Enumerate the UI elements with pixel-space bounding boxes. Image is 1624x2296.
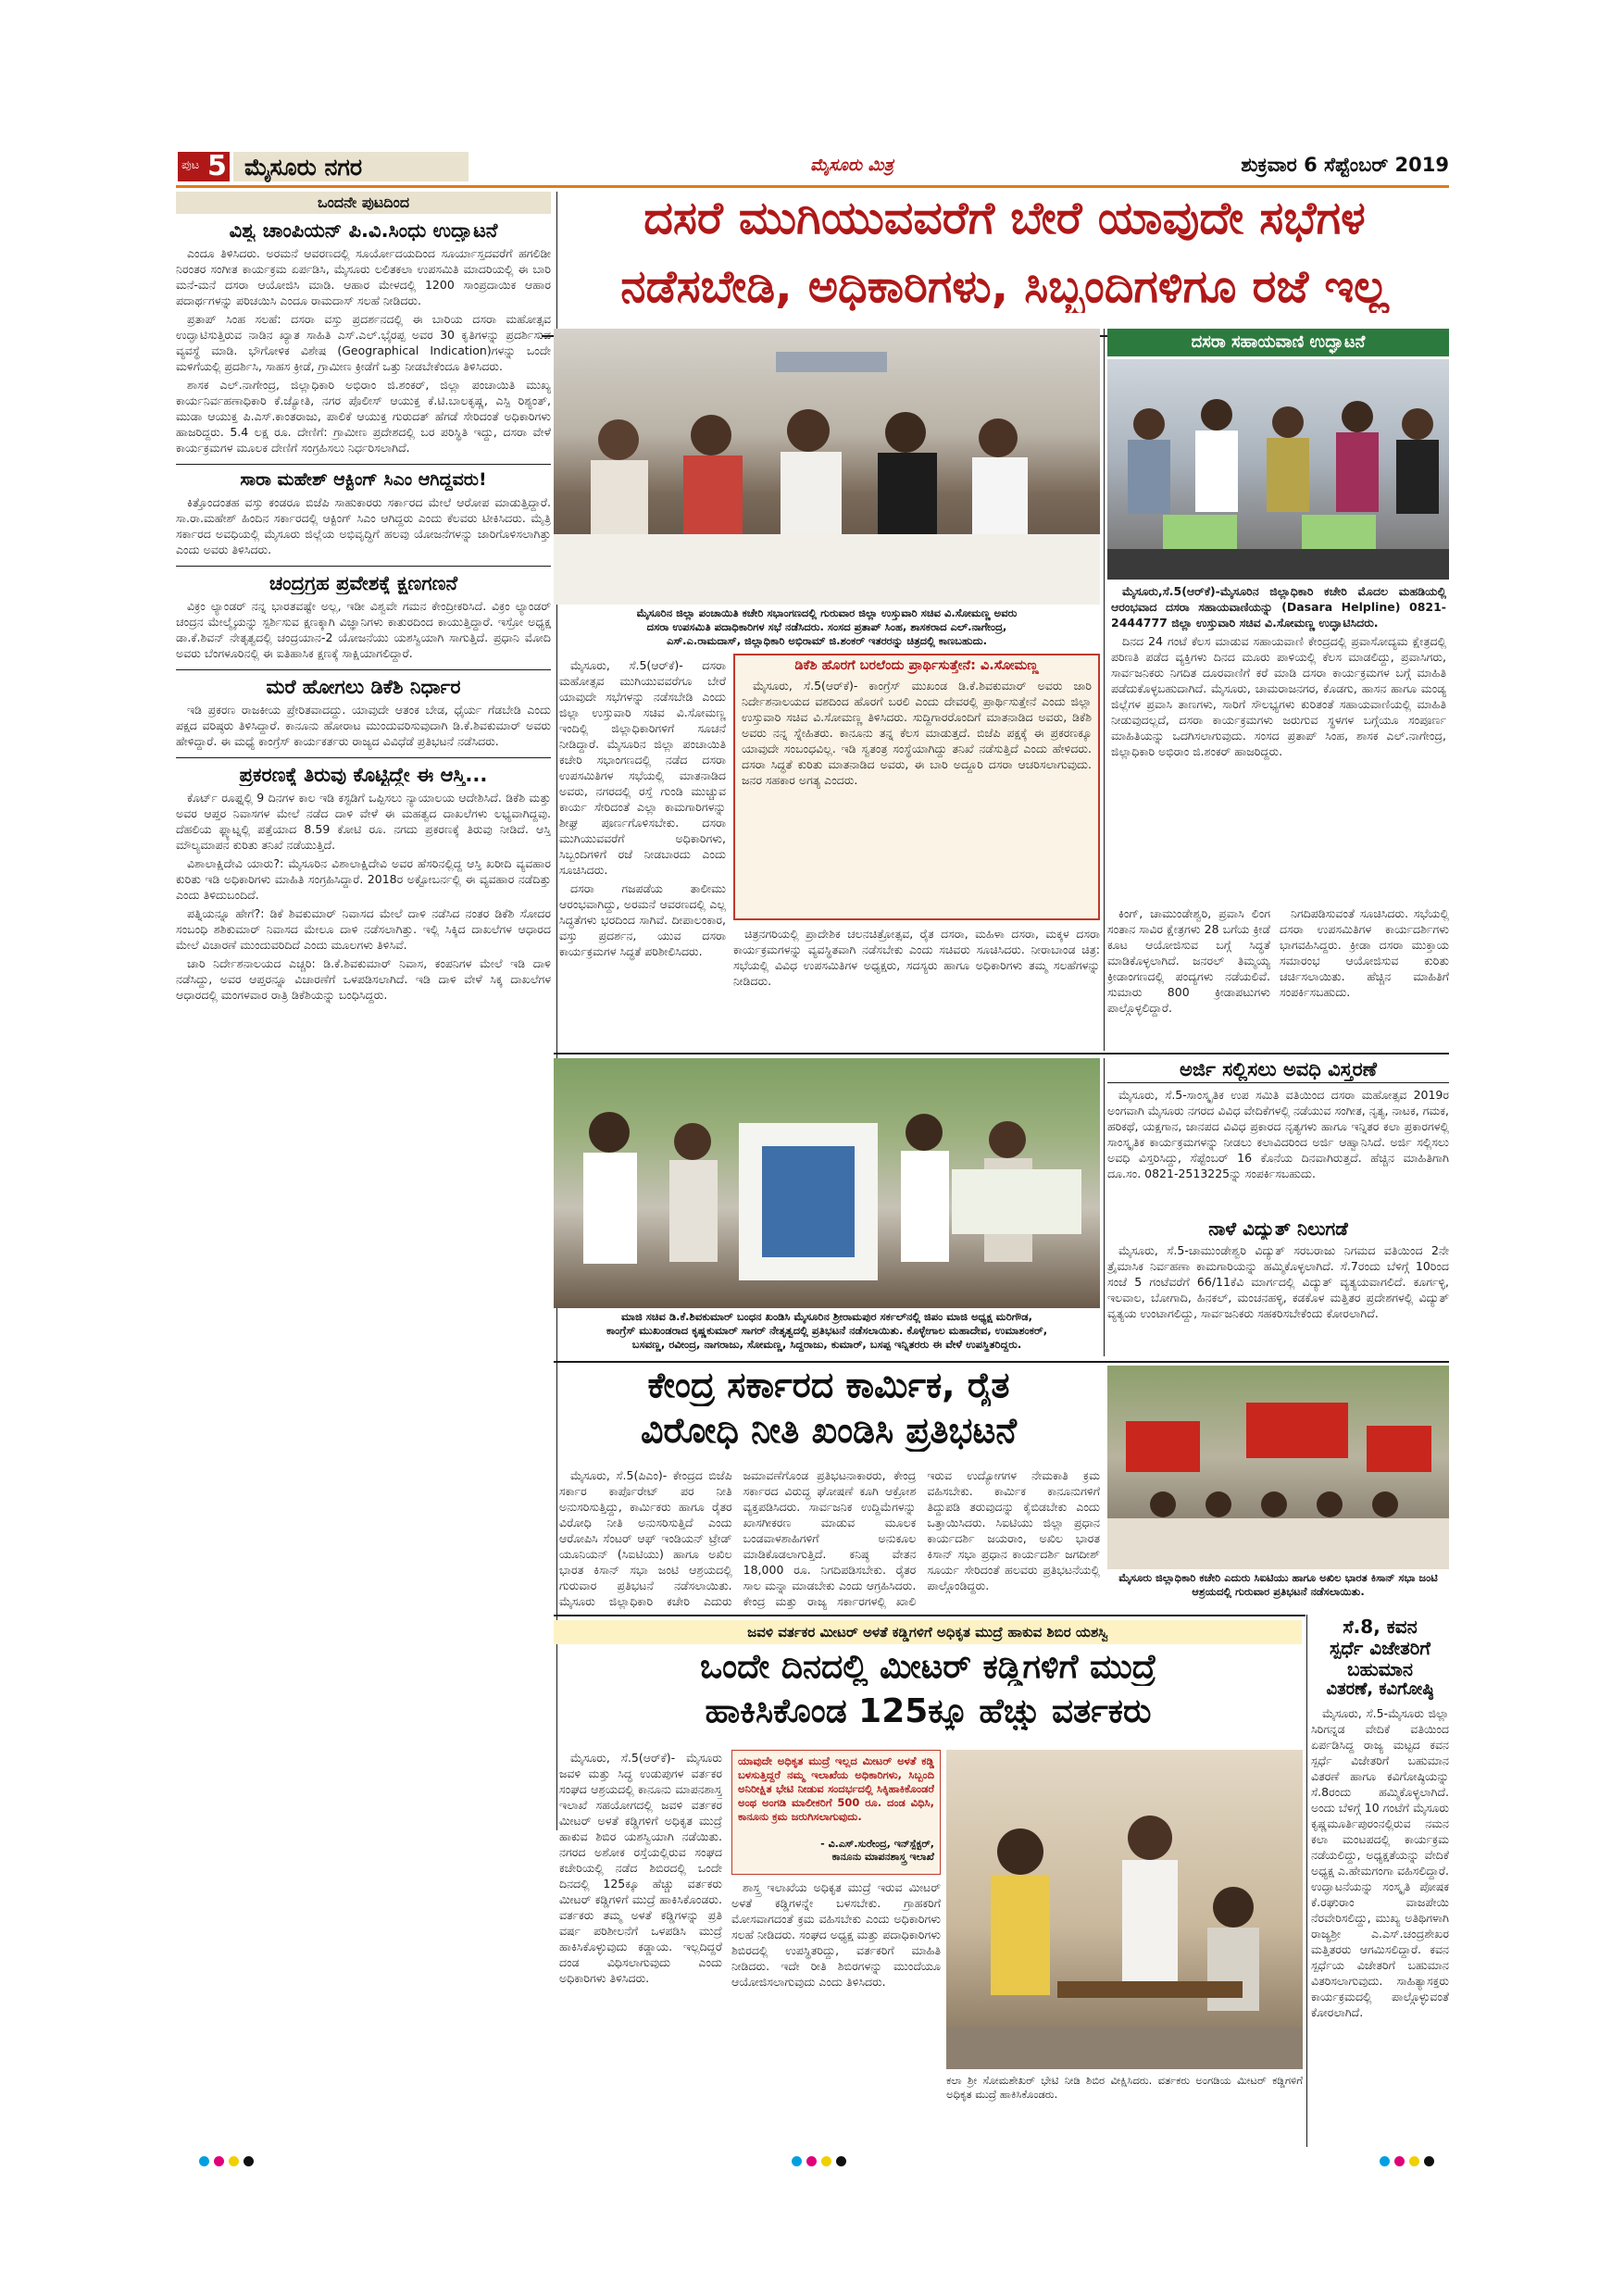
meeting-photo-caption-line-1: ಮೈಸೂರಿನ ಜಿಲ್ಲಾ ಪಂಚಾಯಿತಿ ಕಚೇರಿ ಸಭಾಂಗಣದಲ್ಲಿ ಗುರುವಾರ ಜಿಲ್ಲಾ ಉಸ್ತುವಾರಿ ಸಚಿವ ವಿ.ಸೋಮಣ್ಣ ಅವರು bbox=[636, 606, 1018, 619]
story-sara-mahesh-para: ಕಿತ್ತೊಂದಂತಹ ವಸ್ತು ಕಂಡರೂ ಬಿಜೆಪಿ ಸಾಹುಕಾರರು ಸರ್ಕಾರದ ಮೇಲೆ ಆರೋಪ ಮಾಡುತ್ತಿದ್ದಾರೆ. ಸಾ.ರಾ.ಮಹೇಶ್ ಹಿಂದಿನ ಸರ್ಕಾರದಲ್ಲಿ ಆಕ್ಟಿಂಗ್ ಸಿಎಂ ಆಗಿದ್ದರು ಎಂದು ಕೆಲವರು ಟೀಕಿಸಿದರು. ಮೈತ್ರಿ ಸರ್ಕಾರದ ಅವಧಿಯಲ್ಲಿ ಮೈಸೂರು ಜಿಲ್ಲೆಯ ಅಭಿವೃದ್ಧಿಗೆ ಹಲವು ಯೋಜನೆಗಳನ್ನು ಜಾರಿಗೊಳಿಸಲಾಗಿತ್ತು ಎಂದು ಅವರು ತಿಳಿಸಿದರು. bbox=[176, 494, 551, 556]
traders-quote-attribution: - ವಿ.ಎಸ್.ಸುರೇಂದ್ರ, ಇನ್‌ಸ್ಪೆಕ್ಟರ್, bbox=[820, 1838, 934, 1850]
registration-dot bbox=[1409, 2156, 1419, 2166]
helpline-title-bar bbox=[1107, 329, 1449, 356]
divider bbox=[176, 669, 551, 670]
left-column bbox=[176, 192, 551, 1821]
helpline-para-2: ಕಿಂಗ್, ಚಾಮುಂಡೇಶ್ವರಿ, ಪ್ರವಾಸಿ ಲಿಂಗ ಸಂತಾನ ಸಾವಿರ ಕ್ಷೇತ್ರಗಳು 28 ಬಗೆಯ ಕ್ರೀಡೆ ಕೂಟ ಆಯೋಜಿಸುವ ಬಗ್ಗೆ ಸಿದ್ಧತೆ ಮಾಡಿಕೊಳ್ಳಲಾಗಿದೆ. ಜನರಲ್ ತಿಮ್ಮಯ್ಯ ಕ್ರೀಡಾಂಗಣದಲ್ಲಿ ಪಂದ್ಯಗಳು ನಡೆಯಲಿವೆ. ಸುಮಾರು 800 ಕ್ರೀಡಾಪಟುಗಳು ಪಾಲ್ಗೊಳ್ಳಲಿದ್ದಾರೆ. bbox=[1107, 906, 1270, 1015]
helpline-photo bbox=[1107, 359, 1449, 580]
divider bbox=[176, 757, 551, 758]
labour-protest-caption: ಮೈಸೂರು ಜಿಲ್ಲಾಧಿಕಾರಿ ಕಚೇರಿ ಎದುರು ಸಿಐಟಿಯು ಹಾಗೂ ಅಖಿಲ ಭಾರತ ಕಿಸಾನ್ ಸಭಾ ಜಂಟಿ ಆಶ್ರಯದಲ್ಲಿ ಗುರುವಾರ ಪ್ರತಿಭಟನೆ ನಡೆಸಲಾಯಿತು. bbox=[1118, 1571, 1438, 1598]
continued-banner bbox=[176, 192, 551, 214]
page-tag bbox=[178, 152, 230, 181]
poetry-title-line-2: ಸ್ಪರ್ಧೆ ವಿಜೇತರಿಗೆ bbox=[1330, 1638, 1430, 1659]
labour-headline-line-2: ವಿರೋಧಿ ನೀತಿ ಖಂಡಿಸಿ ಪ್ರತಿಭಟನೆ bbox=[641, 1411, 1017, 1451]
protest-photo-figures bbox=[554, 1058, 1100, 1308]
meeting-photo-caption-line-2: ದಸರಾ ಉಪಸಮಿತಿ ಪದಾಧಿಕಾರಿಗಳ ಸಭೆ ನಡೆಸಿದರು. ಸಂಸದ ಪ್ರತಾಪ್ ಸಿಂಹ, ಶಾಸಕರಾದ ಎಲ್.ನಾಗೇಂದ್ರ, bbox=[646, 620, 1007, 633]
registration-dot bbox=[836, 2156, 846, 2166]
traders-para-2: ಶಾಸ್ತ್ರ ಇಲಾಖೆಯ ಅಧಿಕೃತ ಮುದ್ರೆ ಇರುವ ಮೀಟರ್ ಅಳತೆ ಕಡ್ಡಿಗಳನ್ನೇ ಬಳಸಬೇಕು. ಗ್ರಾಹಕರಿಗೆ ಮೋಸವಾಗದಂತೆ ಕ್ರಮ ವಹಿಸಬೇಕು ಎಂದು ಅಧಿಕಾರಿಗಳು ಸಲಹೆ ನೀಡಿದರು. ಸಂಘದ ಅಧ್ಯಕ್ಷ ಮತ್ತು ಪದಾಧಿಕಾರಿಗಳು ಶಿಬಿರದಲ್ಲಿ ಉಪಸ್ಥಿತರಿದ್ದು, ವರ್ತಕರಿಗೆ ಮಾಹಿತಿ ನೀಡಿದರು. ಇದೇ ರೀತಿ ಶಿಬಿರಗಳನ್ನು ಮುಂದೆಯೂ ಆಯೋಜಿಸಲಾಗುವುದು ಎಂದು ತಿಳಿಸಿದರು. bbox=[731, 1880, 941, 1989]
section-divider bbox=[554, 1361, 1449, 1363]
story-sindhu-title: ವಿಶ್ವ ಚಾಂಪಿಯನ್ ಪಿ.ವಿ.ಸಿಂಧು ಉದ್ಘಾಟನೆ bbox=[229, 219, 498, 242]
poetry-title-line-1: ಸೆ.8, ಕವನ bbox=[1343, 1616, 1418, 1638]
masthead bbox=[176, 148, 1449, 183]
registration-dot bbox=[1380, 2156, 1390, 2166]
story-property-para-3: ಪತ್ನಿಯನ್ನೂ ಹೇಗೆ?: ಡಿಕೆ ಶಿವಕುಮಾರ್ ನಿವಾಸದ ಮೇಲೆ ದಾಳಿ ನಡೆಸಿದ ನಂತರ ಡಿಕೆಶಿ ಸೋದರ ಸಂಬಂಧಿ ಶಶಿಕುಮಾರ್ ನಿವಾಸದ ಮೇಲೂ ದಾಳಿ ನಡೆಸಲಾಗಿತ್ತು. ಇಲ್ಲಿ ಸಿಕ್ಕಿದ ದಾಖಲೆಗಳ ಆಧಾರದ ಮೇಲೆ ವಿಚಾರಣೆ ಮುಂದುವರಿದಿದೆ ಎಂದು ಮೂಲಗಳು ತಿಳಿಸಿವೆ. bbox=[176, 906, 551, 953]
protest-photo-caption-line-2: ಕಾಂಗ್ರೆಸ್ ಮುಖಂಡರಾದ ಕೃಷ್ಣಕುಮಾರ್ ಸಾಗರ್ ನೇತೃತ್ವದಲ್ಲಿ ಪ್ರತಿಭಟನೆ ನಡೆಸಲಾಯಿತು. ಕೊಳ್ಳೇಗಾಲ ಮಹಾದೇವ, ಉಮಾಶಂಕರ್, bbox=[606, 1324, 1048, 1337]
protest-photo-caption-line-1: ಮಾಜಿ ಸಚಿವ ಡಿ.ಕೆ.ಶಿವಕುಮಾರ್ ಬಂಧನ ಖಂಡಿಸಿ ಮೈಸೂರಿನ ಶ್ರೀರಾಮಪುರ ಸರ್ಕಲ್‌ನಲ್ಲಿ ಜಿಪಂ ಮಾಜಿ ಅಧ್ಯಕ್ಷ ಮರಿಗೌಡ, bbox=[620, 1310, 1033, 1323]
helpline-title: ದಸರಾ ಸಹಾಯವಾಣಿ ಉದ್ಘಾಟನೆ bbox=[1191, 332, 1366, 352]
registration-marks-center bbox=[792, 2152, 851, 2170]
lead-story-para-2: ದಸರಾ ಗಜಪಡೆಯ ತಾಲೀಮು ಆರಂಭವಾಗಿದ್ದು, ಅರಮನೆ ಆವರಣದಲ್ಲಿ ಎಲ್ಲ ಸಿದ್ಧತೆಗಳು ಭರದಿಂದ ಸಾಗಿವೆ. ದೀಪಾಲಂಕಾರ, ವಸ್ತು ಪ್ರದರ್ಶನ, ಯುವ ದಸರಾ ಕಾರ್ಯಕ್ರಮಗಳ ಸಿದ್ಧತೆ ಪರಿಶೀಲಿಸಿದರು. bbox=[559, 881, 726, 958]
meeting-photo-figures bbox=[554, 329, 1100, 605]
continued-banner-label: ಒಂದನೇ ಪುಟದಿಂದ bbox=[317, 193, 410, 211]
helpline-caption: ಮೈಸೂರು,ಸೆ.5(ಆರ್‌ಕೆ)-ಮೈಸೂರಿನ ಜಿಲ್ಲಾಧಿಕಾರಿ ಕಚೇರಿ ಮೊದಲ ಮಹಡಿಯಲ್ಲಿ ಆರಂಭವಾದ ದಸರಾ ಸಹಾಯವಾಣಿಯನ್ನು (Dasara Helpline) 0821-2444777 ಜಿಲ್ಲಾ ಉಸ್ತುವಾರಿ ಸಚಿವ ವಿ.ಸೋಮಣ್ಣ ಉದ್ಘಾಟಿಸಿದರು. bbox=[1111, 584, 1446, 630]
protest-photo-caption bbox=[554, 1310, 1100, 1352]
story-property-title: ಪ್ರಕರಣಕ್ಕೆ ತಿರುವು ಕೊಟ್ಟಿದ್ದೇ ಈ ಆಸ್ತಿ... bbox=[239, 764, 488, 787]
registration-marks-right bbox=[1380, 2152, 1439, 2170]
divider bbox=[176, 566, 551, 567]
meeting-photo bbox=[554, 329, 1100, 605]
labour-story-body bbox=[559, 1467, 1100, 1611]
section-divider bbox=[554, 1053, 1449, 1054]
story-dkshi-para: ಇಡಿ ಪ್ರಕರಣ ರಾಜಕೀಯ ಪ್ರೇರಿತವಾದದ್ದು. ಯಾವುದೇ ಆತಂಕ ಬೇಡ, ಧೈರ್ಯ ಗೆಡಬೇಡಿ ಎಂದು ಪಕ್ಷದ ವರಿಷ್ಠರು ತಿಳಿಸಿದ್ದಾರೆ. ಕಾನೂನು ಹೋರಾಟ ಮುಂದುವರಿಸುವುದಾಗಿ ಡಿ.ಕೆ.ಶಿವಕುಮಾರ್ ಅವರು ಹೇಳಿದ್ದಾರೆ. ಈ ಮಧ್ಯೆ ಕಾಂಗ್ರೆಸ್ ಕಾರ್ಯಕರ್ತರು ರಾಜ್ಯದ ವಿವಿಧೆಡೆ ಪ್ರತಿಭಟನೆ ನಡೆಸಿದರು. bbox=[176, 703, 551, 749]
registration-dot bbox=[229, 2156, 239, 2166]
story-sara-mahesh-title: ಸಾರಾ ಮಹೇಶ್ ಆಕ್ಟಿಂಗ್ ಸಿಎಂ ಆಗಿದ್ದವರು! bbox=[240, 470, 487, 491]
paper-name: ಮೈಸೂರು ಮಿತ್ರ bbox=[810, 156, 893, 175]
labour-headline-line-1: ಕೇಂದ್ರ ಸರ್ಕಾರದ ಕಾರ್ಮಿಕ, ರೈತ bbox=[647, 1366, 1010, 1405]
story-sara-mahesh-body bbox=[176, 494, 551, 560]
registration-dot bbox=[792, 2156, 802, 2166]
traders-para-1: ಮೈಸೂರು, ಸೆ.5(ಆರ್‌ಕೆ)- ಮೈಸೂರು ಜವಳಿ ಮತ್ತು ಸಿದ್ಧ ಉಡುಪುಗಳ ವರ್ತಕರ ಸಂಘದ ಆಶ್ರಯದಲ್ಲಿ ಕಾನೂನು ಮಾಪನಶಾಸ್ತ್ರ ಇಲಾಖೆ ಸಹಯೋಗದಲ್ಲಿ ಜವಳಿ ವರ್ತಕರ ಮೀಟರ್ ಅಳತೆ ಕಡ್ಡಿಗಳಿಗೆ ಅಧಿಕೃತ ಮುದ್ರೆ ಹಾಕುವ ಶಿಬಿರ ಯಶಸ್ವಿಯಾಗಿ ನಡೆಯಿತು. ನಗರದ ಅಶೋಕ ರಸ್ತೆಯಲ್ಲಿರುವ ಸಂಘದ ಕಚೇರಿಯಲ್ಲಿ ನಡೆದ ಶಿಬಿರದಲ್ಲಿ ಒಂದೇ ದಿನದಲ್ಲಿ 125ಕ್ಕೂ ಹೆಚ್ಚು ವರ್ತಕರು ಮೀಟರ್ ಕಡ್ಡಿಗಳಿಗೆ ಮುದ್ರೆ ಹಾಕಿಸಿಕೊಂಡರು. ವರ್ತಕರು ತಮ್ಮ ಅಳತೆ ಕಡ್ಡಿಗಳನ್ನು ಪ್ರತಿ ವರ್ಷ ಪರಿಶೀಲನೆಗೆ ಒಳಪಡಿಸಿ ಮುದ್ರೆ ಹಾಕಿಸಿಕೊಳ್ಳುವುದು ಕಡ್ಡಾಯ. ಇಲ್ಲದಿದ್ದರೆ ದಂಡ ವಿಧಿಸಲಾಗುವುದು ಎಂದು ಅಧಿಕಾರಿಗಳು ತಿಳಿಸಿದರು. bbox=[559, 1751, 722, 1985]
registration-marks-left bbox=[199, 2152, 258, 2170]
traders-kicker: ಜವಳಿ ವರ್ತಕರ ಮೀಟರ್ ಅಳತೆ ಕಡ್ಡಿಗಳಿಗೆ ಅಧಿಕೃತ ಮುದ್ರೆ ಹಾಕುವ ಶಿಬಿರ ಯಶಸ್ವಿ bbox=[747, 1624, 1108, 1641]
registration-dot bbox=[806, 2156, 817, 2166]
traders-kicker-bar bbox=[554, 1620, 1302, 1644]
poetry-title-line-3: ಬಹುಮಾನ bbox=[1347, 1659, 1413, 1680]
page-tag-label: ಪುಟ bbox=[181, 158, 200, 172]
traders-photo bbox=[946, 1750, 1303, 2069]
traders-headline-line-1: ಒಂದೇ ದಿನದಲ್ಲಿ ಮೀಟರ್ ಕಡ್ಡಿಗಳಿಗೆ ಮುದ್ರೆ bbox=[699, 1648, 1156, 1686]
protest-photo-caption-line-3: ಬಸವಣ್ಣ, ರವೀಂದ್ರ, ನಾಗರಾಜು, ಸೋಮಣ್ಣ, ಸಿದ್ದರಾಜು, ಕುಮಾರ್, ಬಸಪ್ಪ ಇನ್ನಿತರರು ಈ ವೇಳೆ ಉಪಸ್ಥಿತರಿದ್ದರು. bbox=[631, 1338, 1022, 1351]
lead-headline-line-1: ದಸರೆ ಮುಗಿಯುವವರೆಗೆ ಬೇರೆ ಯಾವುದೇ ಸಭೆಗಳ bbox=[643, 193, 1366, 244]
power-cut-body bbox=[1107, 1242, 1449, 1352]
somanna-box-para: ಮೈಸೂರು, ಸೆ.5(ಆರ್‌ಕೆ)- ಕಾಂಗ್ರೆಸ್ ಮುಖಂಡ ಡಿ.ಕೆ.ಶಿವಕುಮಾರ್ ಅವರು ಜಾರಿ ನಿರ್ದೇಶನಾಲಯದ ವಶದಿಂದ ಹೊರಗೆ ಬರಲಿ ಎಂದು ದೇವರಲ್ಲಿ ಪ್ರಾರ್ಥಿಸುತ್ತೇನೆ ಎಂದು ಜಿಲ್ಲಾ ಉಸ್ತುವಾರಿ ಸಚಿವ ವಿ.ಸೋಮಣ್ಣ ತಿಳಿಸಿದರು. ಸುದ್ದಿಗಾರರೊಂದಿಗೆ ಮಾತನಾಡಿದ ಅವರು, ಡಿಕೆಶಿ ಅವರು ನನ್ನ ಸ್ನೇಹಿತರು. ಕಾನೂನು ತನ್ನ ಕೆಲಸ ಮಾಡುತ್ತದೆ. ಬಿಜೆಪಿ ಪಕ್ಷಕ್ಕೆ ಈ ಪ್ರಕರಣಕ್ಕೂ ಯಾವುದೇ ಸಂಬಂಧವಿಲ್ಲ. ಇಡಿ ಸ್ವತಂತ್ರ ಸಂಸ್ಥೆಯಾಗಿದ್ದು ತನಿಖೆ ನಡೆಸುತ್ತಿದೆ ಎಂದು ಹೇಳಿದರು. ದಸರಾ ಸಿದ್ಧತೆ ಕುರಿತು ಮಾತನಾಡಿದ ಅವರು, ಈ ಬಾರಿ ಅದ್ದೂರಿ ದಸರಾ ಆಚರಿಸಲಾಗುವುದು. ಜನರ ಸಹಕಾರ ಅಗತ್ಯ ಎಂದರು. bbox=[742, 678, 1092, 787]
poetry-body bbox=[1311, 1705, 1449, 2103]
helpline-photo-figures bbox=[1107, 359, 1449, 580]
traders-quote: ಯಾವುದೇ ಅಧಿಕೃತ ಮುದ್ರೆ ಇಲ್ಲದ ಮೀಟರ್ ಅಳತೆ ಕಡ್ಡಿ ಬಳಸುತ್ತಿದ್ದರೆ ನಮ್ಮ ಇಲಾಖೆಯ ಅಧಿಕಾರಿಗಳು, ಸಿಬ್ಬಂದಿ ಅನಿರೀಕ್ಷಿತ ಭೇಟಿ ನೀಡುವ ಸಂದರ್ಭದಲ್ಲಿ ಸಿಕ್ಕಿಹಾಕಿಕೊಂಡರೆ ಅಂಥ ಅಂಗಡಿ ಮಾಲೀಕರಿಗೆ 500 ರೂ. ದಂಡ ವಿಧಿಸಿ, ಕಾನೂನು ಕ್ರಮ ಜರುಗಿಸಲಾಗುವುದು. bbox=[738, 1754, 934, 1823]
poetry-box bbox=[1311, 1616, 1449, 2149]
traders-photo-caption: ಕಲಾ ಶ್ರೀ ಸೋಮಶೇಖರ್ ಭೇಟಿ ನೀಡಿ ಶಿಬಿರ ವೀಕ್ಷಿಸಿದರು. ವರ್ತಕರು ಅಂಗಡಿಯ ಮೀಟರ್ ಕಡ್ಡಿಗಳಿಗೆ ಅಧಿಕೃತ ಮುದ್ರೆ ಹಾಕಿಸಿಕೊಂಡರು. bbox=[946, 2074, 1303, 2101]
lead-headline-line-2: ನಡೆಸಬೇಡಿ, ಅಧಿಕಾರಿಗಳು, ಸಿಬ್ಬಂದಿಗಳಿಗೂ ರಜೆ ಇಲ್ಲ bbox=[620, 261, 1389, 313]
meeting-photo-caption bbox=[554, 606, 1100, 648]
registration-dot bbox=[199, 2156, 209, 2166]
registration-dot bbox=[821, 2156, 831, 2166]
somanna-box-body bbox=[735, 674, 1098, 913]
helpline-para-1: ದಿನದ 24 ಗಂಟೆ ಕೆಲಸ ಮಾಡುವ ಸಹಾಯವಾಣಿ ಕೇಂದ್ರದಲ್ಲಿ ಪ್ರವಾಸೋದ್ಯಮ ಕ್ಷೇತ್ರದಲ್ಲಿ ಪರಿಣತಿ ಪಡೆದ ವ್ಯಕ್ತಿಗಳು ದಿನದ ಮೂರು ಪಾಳಿಯಲ್ಲಿ ಕೆಲಸ ಮಾಡಲಿದ್ದು, ಪ್ರವಾಸಿಗರು, ಸಾರ್ವಜನಿಕರು ನಿಗದಿತ ದೂರವಾಣಿಗೆ ಕರೆ ಮಾಡಿ ದಸರಾ ಕಾರ್ಯಕ್ರಮಗಳ ಬಗ್ಗೆ ಮಾಹಿತಿ ಪಡೆದುಕೊಳ್ಳಬಹುದಾಗಿದೆ. ಮೈಸೂರು, ಚಾಮರಾಜನಗರ, ಕೊಡಗು, ಹಾಸನ ಹಾಗೂ ಮಂಡ್ಯ ಜಿಲ್ಲೆಗಳ ಪ್ರವಾಸಿ ತಾಣಗಳು, ಸಾರಿಗೆ ಸೌಲಭ್ಯಗಳು ಕುರಿತಂತೆ ಸಹಾಯವಾಣಿಯಲ್ಲಿ ಮಾಹಿತಿ ನೀಡುವುದಲ್ಲದೆ, ದಸರಾ ಕಾರ್ಯಕ್ರಮಗಳು ಜರುಗುವ ಸ್ಥಳಗಳ ಬಗ್ಗೆಯೂ ಸಂಪೂರ್ಣ ಮಾಹಿತಿಯನ್ನು ಒದಗಿಸಲಾಗುವುದು. ಸಂಸದ ಪ್ರತಾಪ್ ಸಿಂಹ, ಶಾಸಕ ಎಲ್.ನಾಗೇಂದ್ರ, ಜಿಲ್ಲಾಧಿಕಾರಿ ಅಭಿರಾಂ ಜಿ.ಶಂಕರ್ ಹಾಜರಿದ್ದರು. bbox=[1111, 634, 1446, 758]
lead-story-para-1: ಮೈಸೂರು, ಸೆ.5(ಆರ್‌ಕೆ)- ದಸರಾ ಮಹೋತ್ಸವ ಮುಗಿಯುವವರೆಗೂ ಬೇರೆ ಯಾವುದೇ ಸಭೆಗಳನ್ನು ನಡೆಸಬೇಡಿ ಎಂದು ಜಿಲ್ಲಾ ಉಸ್ತುವಾರಿ ಸಚಿವ ವಿ.ಸೋಮಣ್ಣ ಇಂದಿಲ್ಲಿ ಜಿಲ್ಲಾಧಿಕಾರಿಗಳಿಗೆ ಸೂಚನೆ ನೀಡಿದ್ದಾರೆ. ಮೈಸೂರಿನ ಜಿಲ್ಲಾ ಪಂಚಾಯಿತಿ ಕಚೇರಿ ಸಭಾಂಗಣದಲ್ಲಿ ನಡೆದ ದಸರಾ ಉಪಸಮಿತಿಗಳ ಸಭೆಯಲ್ಲಿ ಮಾತನಾಡಿದ ಅವರು, ನಗರದಲ್ಲಿ ರಸ್ತೆ ಗುಂಡಿ ಮುಚ್ಚುವ ಕಾರ್ಯ ಸೇರಿದಂತೆ ಎಲ್ಲಾ ಕಾಮಗಾರಿಗಳನ್ನು ಶೀಘ್ರ ಪೂರ್ಣಗೊಳಿಸಬೇಕು. ದಸರಾ ಮುಗಿಯುವವರೆಗೆ ಅಧಿಕಾರಿಗಳು, ಸಿಬ್ಬಂದಿಗಳಿಗೆ ರಜೆ ನೀಡಬಾರದು ಎಂದು ಸೂಚಿಸಿದರು. bbox=[559, 658, 726, 877]
column-rule bbox=[1104, 1058, 1105, 1356]
power-cut-box bbox=[1107, 1218, 1449, 1357]
traders-quote-attribution-2: ಕಾನೂನು ಮಾಪನಶಾಸ್ತ್ರ ಇಲಾಖೆ bbox=[831, 1851, 934, 1863]
story-dkshi-body bbox=[176, 702, 551, 752]
story-sindhu-para-1: ಎಂದೂ ತಿಳಿಸಿದರು. ಅರಮನೆ ಆವರಣದಲ್ಲಿ ಸೂರ್ಯೋದಯದಿಂದ ಸೂರ್ಯಾಸ್ತದವರೆಗೆ ಹಗಲಿಡೀ ನಿರಂತರ ಸಂಗೀತ ಕಾರ್ಯಕ್ರಮ ಏರ್ಪಡಿಸಿ, ಮೈಸೂರು ಲಲಿತಕಲಾ ಉಪಸಮಿತಿ ಮಾದರಿಯಲ್ಲಿ ಈ ಬಾರಿ ಮನೆ-ಮನೆ ದಸರಾ ಆಯೋಜಿಸಿ ಮಾಡಿ. ಆಹಾರ ಮೇಳದಲ್ಲಿ 1200 ಸಾಂಪ್ರದಾಯಿಕ ಆಹಾರ ಪದಾರ್ಥಗಳನ್ನು ಪರಿಚಯಿಸಿ ಎಂದೂ ರಾಮದಾಸ್ ಸಲಹೆ ನೀಡಿದರು. bbox=[176, 246, 551, 308]
registration-dot bbox=[1394, 2156, 1405, 2166]
poetry-para: ಮೈಸೂರು, ಸೆ.5-ಮೈಸೂರು ಜಿಲ್ಲಾ ಸಿರಿಗನ್ನಡ ವೇದಿಕೆ ವತಿಯಿಂದ ಏರ್ಪಡಿಸಿದ್ದ ರಾಜ್ಯ ಮಟ್ಟದ ಕವನ ಸ್ಪರ್ಧೆ ವಿಜೇತರಿಗೆ ಬಹುಮಾನ ವಿತರಣೆ ಹಾಗೂ ಕವಿಗೋಷ್ಠಿಯನ್ನು ಸೆ.8ರಂದು ಹಮ್ಮಿಕೊಳ್ಳಲಾಗಿದೆ. ಅಂದು ಬೆಳಿಗ್ಗೆ 10 ಗಂಟೆಗೆ ಮೈಸೂರು ಕೃಷ್ಣಮೂರ್ತಿಪುರಂನಲ್ಲಿರುವ ನಮನ ಕಲಾ ಮಂಟಪದಲ್ಲಿ ಕಾರ್ಯಕ್ರಮ ನಡೆಯಲಿದ್ದು, ಅಧ್ಯಕ್ಷತೆಯನ್ನು ವೇದಿಕೆ ಅಧ್ಯಕ್ಷ ಎ.ಹೇಮಗಂಗಾ ವಹಿಸಲಿದ್ದಾರೆ. ಉದ್ಘಾಟನೆಯನ್ನು ಸಂಸ್ಕೃತಿ ಪೋಷಕ ಕೆ.ರಘುರಾಂ ವಾಜಪೇಯಿ ನೆರವೇರಿಸಲಿದ್ದು, ಮುಖ್ಯ ಅತಿಥಿಗಳಾಗಿ ರಾಜ್ಯಶ್ರೀ ಎ.ಎಸ್.ಚಂದ್ರಶೇಖರ ಮತ್ತಿತರರು ಆಗಮಿಸಲಿದ್ದಾರೆ. ಕವನ ಸ್ಪರ್ಧೆಯ ವಿಜೇತರಿಗೆ ಬಹುಮಾನ ವಿತರಿಸಲಾಗುವುದು. ಸಾಹಿತ್ಯಾಸಕ್ತರು ಕಾರ್ಯಕ್ರಮದಲ್ಲಿ ಪಾಲ್ಗೊಳ್ಳುವಂತೆ ಕೋರಲಾಗಿದೆ. bbox=[1311, 1705, 1449, 2019]
column-rule bbox=[1104, 329, 1105, 1051]
protest-photo bbox=[554, 1058, 1100, 1308]
labour-protest-photo-figures bbox=[1107, 1366, 1449, 1569]
story-sindhu-para-3: ಶಾಸಕ ಎಲ್.ನಾಗೇಂದ್ರ, ಜಿಲ್ಲಾಧಿಕಾರಿ ಅಭಿರಾಂ ಜಿ.ಶಂಕರ್, ಜಿಲ್ಲಾ ಪಂಚಾಯಿತಿ ಮುಖ್ಯ ಕಾರ್ಯನಿರ್ವಹಣಾಧಿಕಾರಿ ಕೆ.ಜ್ಯೋತಿ, ನಗರ ಪೊಲೀಸ್ ಆಯುಕ್ತ ಕೆ.ಟಿ.ಬಾಲಕೃಷ್ಣ, ಎಸ್ಪಿ ರಿಶ್ಯಂತ್, ಮುಡಾ ಆಯುಕ್ತ ಪಿ.ಎಸ್.ಕಾಂತರಾಜು, ಪಾಲಿಕೆ ಆಯುಕ್ತ ಗುರುದತ್ ಹೆಗಡೆ ಸೇರಿದಂತೆ ಅಧಿಕಾರಿಗಳು ಹಾಜರಿದ್ದರು. 5.4 ಲಕ್ಷ ರೂ. ದೇಣಿಗೆ: ಗ್ರಾಮೀಣ ಪ್ರದೇಶದಲ್ಲಿ ಬರ ಪರಿಸ್ಥಿತಿ ಇದ್ದು, ದಸರಾ ವೇಳೆ ಕಾರ್ಯಕ್ರಮಗಳ ಮೂಲಕ ದೇಣಿಗೆ ಸಂಗ್ರಹಿಸಲು ನಿರ್ಧರಿಸಲಾಗಿದೆ. bbox=[176, 378, 551, 455]
page-date: ಶುಕ್ರವಾರ 6 ಸೆಪ್ಟೆಂಬರ್ 2019 bbox=[1241, 154, 1449, 176]
section-divider bbox=[554, 1615, 1305, 1616]
story-property-para-2: ವಿಶಾಲಾಕ್ಷಿದೇವಿ ಯಾರು?: ಮೈಸೂರಿನ ವಿಶಾಲಾಕ್ಷಿದೇವಿ ಅವರ ಹೆಸರಿನಲ್ಲಿದ್ದ ಆಸ್ತಿ ಖರೀದಿ ವ್ಯವಹಾರ ಕುರಿತು ಇಡಿ ಅಧಿಕಾರಿಗಳು ಮಾಹಿತಿ ಸಂಗ್ರಹಿಸಿದ್ದಾರೆ. 2018ರ ಅಕ್ಟೋಬರ್ನಲ್ಲಿ ಈ ವ್ಯವಹಾರ ನಡೆದಿತ್ತು ಎಂದು ತಿಳಿದುಬಂದಿದೆ. bbox=[176, 856, 551, 903]
section-label-box bbox=[233, 152, 468, 181]
story-chandrayaan-title: ಚಂದ್ರಗ್ರಹ ಪ್ರವೇಶಕ್ಕೆ ಕ್ಷಣಗಣನೆ bbox=[269, 571, 458, 594]
story-property-para-1: ಕೊರ್ಟ್ ರೂಫ್ನಲ್ಲಿ 9 ದಿನಗಳ ಕಾಲ ಇಡಿ ಕಸ್ಟಡಿಗೆ ಒಪ್ಪಿಸಲು ನ್ಯಾಯಾಲಯ ಆದೇಶಿಸಿದೆ. ಡಿಕೆಶಿ ಮತ್ತು ಅವರ ಆಪ್ತರ ನಿವಾಸಗಳ ಮೇಲೆ ನಡೆದ ದಾಳಿ ವೇಳೆ ಈ ಮಹತ್ವದ ದಾಖಲೆಗಳು ಲಭ್ಯವಾಗಿದ್ದವು. ದೆಹಲಿಯ ಫ್ಲ್ಯಾಟ್ನಲ್ಲಿ ಪತ್ತೆಯಾದ 8.59 ಕೋಟಿ ರೂ. ನಗದು ಪ್ರಕರಣಕ್ಕೆ ತಿರುವು ನೀಡಿದೆ. ಆಸ್ತಿ ಮೌಲ್ಯಮಾಪನ ಕುರಿತು ತನಿಖೆ ನಡೆಯುತ್ತಿದೆ. bbox=[176, 791, 551, 853]
story-sindhu-para-2: ಪ್ರತಾಪ್ ಸಿಂಹ ಸಲಹೆ: ದಸರಾ ವಸ್ತು ಪ್ರದರ್ಶನದಲ್ಲಿ ಈ ಬಾರಿಯ ದಸರಾ ಮಹೋತ್ಸವ ಉದ್ಘಾಟಿಸುತ್ತಿರುವ ನಾಡಿನ ಖ್ಯಾತ ಸಾಹಿತಿ ಎಸ್.ಎಲ್.ಭೈರಪ್ಪ ಅವರ 30 ಕೃತಿಗಳನ್ನು ಪ್ರದರ್ಶಿಸುವ ವ್ಯವಸ್ಥೆ ಮಾಡಿ. ಭೌಗೋಳಿಕ ವಿಶೇಷ (Geographical Indication)ಗಳನ್ನು ಒಂದೇ ಮಳಿಗೆಯಲ್ಲಿ ಪ್ರದರ್ಶಿಸಿ, ಸಾಹಸ ಕ್ರೀಡೆ, ಗ್ರಾಮೀಣ ಕ್ರೀಡೆಗೆ ಒತ್ತು ನೀಡಬೇಕೆಂದೂ ತಿಳಿಸಿದರು. bbox=[176, 312, 551, 374]
lead-story-body-col-1 bbox=[559, 657, 726, 1046]
traders-photo-figures bbox=[946, 1750, 1303, 2069]
somanna-box-title: ಡಿಕೆಶಿ ಹೊರಗೆ ಬರಲೆಂದು ಪ್ರಾರ್ಥಿಸುತ್ತೇನೆ: ವಿ.ಸೋಮಣ್ಣ bbox=[794, 658, 1039, 673]
application-deadline-title: ಅರ್ಜಿ ಸಲ್ಲಿಸಲು ಅವಧಿ ವಿಸ್ತರಣೆ bbox=[1107, 1058, 1449, 1083]
helpline-body-lower-right bbox=[1280, 905, 1449, 1049]
divider bbox=[176, 464, 551, 465]
power-cut-para: ಮೈಸೂರು, ಸೆ.5-ಚಾಮುಂಡೇಶ್ವರಿ ವಿದ್ಯುತ್ ಸರಬರಾಜು ನಿಗಮದ ವತಿಯಿಂದ 2ನೇ ತ್ರೈಮಾಸಿಕ ನಿರ್ವಹಣಾ ಕಾಮಗಾರಿಯನ್ನು ಹಮ್ಮಿಕೊಳ್ಳಲಾಗಿದೆ. ಸೆ.7ರಂದು ಬೆಳಿಗ್ಗೆ 10ರಿಂದ ಸಂಜೆ 5 ಗಂಟೆವರೆಗೆ 66/11ಕೆವಿ ಮಾರ್ಗದಲ್ಲಿ ವಿದ್ಯುತ್ ವ್ಯತ್ಯಯವಾಗಲಿದೆ. ಕೂರ್ಗಳ್ಳಿ, ಇಲವಾಲ, ಬೋಗಾದಿ, ಹಿನಕಲ್, ಮಂಚನಹಳ್ಳಿ, ಕಡಕೊಳ ಮತ್ತಿತರ ಪ್ರದೇಶಗಳಲ್ಲಿ ವಿದ್ಯುತ್ ವ್ಯತ್ಯಯ ಉಂಟಾಗಲಿದ್ದು, ಸಾರ್ವಜನಿಕರು ಸಹಕರಿಸಬೇಕೆಂದು ಕೋರಲಾಗಿದೆ. bbox=[1107, 1243, 1449, 1320]
story-sindhu-body bbox=[176, 245, 551, 458]
helpline-body-lower-left bbox=[1107, 905, 1270, 1049]
story-property-para-4: ಚಾರಿ ನಿರ್ದೇಶನಾಲಯದ ಎಚ್ಚರಿ: ಡಿ.ಕೆ.ಶಿವಕುಮಾರ್ ನಿವಾಸ, ಕಂಪನಿಗಳ ಮೇಲೆ ಇಡಿ ದಾಳಿ ನಡೆಸಿದ್ದು, ಅವರ ಆಪ್ತರನ್ನೂ ವಿಚಾರಣೆಗೆ ಒಳಪಡಿಸಲಾಗಿದೆ. ಇಡಿ ದಾಳಿ ವೇಳೆ ಸಿಕ್ಕ ದಾಖಲೆಗಳ ಆಧಾರದಲ್ಲಿ ಮಂಗಳವಾರ ರಾತ್ರಿ ಡಿಕೆಶಿಯನ್ನು ಬಂಧಿಸಿದ್ದರು. bbox=[176, 956, 551, 1003]
registration-dot bbox=[214, 2156, 224, 2166]
labour-protest-photo bbox=[1107, 1366, 1449, 1569]
application-deadline-body bbox=[1107, 1087, 1449, 1207]
story-dkshi-title: ಮರೆ ಹೋಗಲು ಡಿಕೆಶಿ ನಿರ್ಧಾರ bbox=[266, 676, 461, 699]
story-chandrayaan-body bbox=[176, 598, 551, 664]
power-cut-title: ನಾಳೆ ವಿದ್ಯುತ್ ನಿಲುಗಡೆ bbox=[1208, 1218, 1348, 1240]
story-chandrayaan-para: ವಿಕ್ರಂ ಲ್ಯಾಂಡರ್ ನನ್ನ ಭಾರತವಷ್ಟೇ ಅಲ್ಲ, ಇಡೀ ವಿಶ್ವವೇ ಗಮನ ಕೇಂದ್ರೀಕರಿಸಿದೆ. ವಿಕ್ರಂ ಲ್ಯಾಂಡರ್ ಚಂದ್ರನ ಮೇಲ್ಮೈಯನ್ನು ಸ್ಪರ್ಶಿಸುವ ಕ್ಷಣಕ್ಕಾಗಿ ವಿಜ್ಞಾನಿಗಳು ಕಾತುರದಿಂದ ಕಾಯುತ್ತಿದ್ದಾರೆ. ಇಸ್ರೋ ಅಧ್ಯಕ್ಷ ಡಾ.ಕೆ.ಶಿವನ್ ನೇತೃತ್ವದಲ್ಲಿ ಚಂದ್ರಯಾನ-2 ಯೋಜನೆಯು ಯಶಸ್ವಿಯಾಗಿ ಸಾಗುತ್ತಿದೆ. ಪ್ರಧಾನಿ ಮೋದಿ ಅವರು ಬೆಂಗಳೂರಿನಲ್ಲಿ ಈ ಐತಿಹಾಸಿಕ ಕ್ಷಣಕ್ಕೆ ಸಾಕ್ಷಿಯಾಗಲಿದ್ದಾರೆ. bbox=[176, 599, 551, 661]
masthead-rule bbox=[176, 185, 1449, 188]
story-property-body bbox=[176, 790, 551, 1005]
meeting-photo-caption-line-3: ಎಸ್.ಎ.ರಾಮದಾಸ್, ಜಿಲ್ಲಾಧಿಕಾರಿ ಅಭಿರಾಮ್ ಜಿ.ಶಂಕರ್ ಇತರರನ್ನು ಚಿತ್ರದಲ್ಲಿ ಕಾಣಬಹುದು. bbox=[666, 634, 988, 647]
helpline-para-3: ನಿಗದಿಪಡಿಸುವಂತೆ ಸೂಚಿಸಿದರು. ಸಭೆಯಲ್ಲಿ ದಸರಾ ಉಪಸಮಿತಿಗಳ ಕಾರ್ಯದರ್ಶಿಗಳು ಭಾಗವಹಿಸಿದ್ದರು. ಕ್ರೀಡಾ ದಸರಾ ಮುಕ್ತಾಯ ಸಮಾರಂಭ ಆಯೋಜಿಸುವ ಕುರಿತು ಚರ್ಚಿಸಲಾಯಿತು. ಹೆಚ್ಚಿನ ಮಾಹಿತಿಗೆ ಸಂಪರ್ಕಿಸಬಹುದು. bbox=[1280, 906, 1449, 999]
lead-story-para-3: ಚಿತ್ರನಗರಿಯಲ್ಲಿ ಪ್ರಾದೇಶಿಕ ಚಲನಚಿತ್ರೋತ್ಸವ, ರೈತ ದಸರಾ, ಮಹಿಳಾ ದಸರಾ, ಮಕ್ಕಳ ದಸರಾ ಕಾರ್ಯಕ್ರಮಗಳನ್ನು ವ್ಯವಸ್ಥಿತವಾಗಿ ನಡೆಸಬೇಕು ಎಂದು ಸಚಿವರು ಸೂಚಿಸಿದರು. ನೀರಾಬಾಂಡ ಚಿತ್ರ: ಸಭೆಯಲ್ಲಿ ವಿವಿಧ ಉಪಸಮಿತಿಗಳ ಅಧ್ಯಕ್ಷರು, ಸದಸ್ಯರು ಹಾಗೂ ಅಧಿಕಾರಿಗಳು ತಮ್ಮ ಸಲಹೆಗಳನ್ನು ನೀಡಿದರು. bbox=[733, 927, 1100, 988]
page-number: 5 bbox=[207, 150, 227, 182]
registration-dot bbox=[1424, 2156, 1434, 2166]
poetry-title-line-4: ವಿತರಣೆ, ಕವಿಗೋಷ್ಠಿ bbox=[1326, 1680, 1434, 1699]
application-deadline-para: ಮೈಸೂರು, ಸೆ.5-ಸಾಂಸ್ಕೃತಿಕ ಉಪ ಸಮಿತಿ ವತಿಯಿಂದ ದಸರಾ ಮಹೋತ್ಸವ 2019ರ ಅಂಗವಾಗಿ ಮೈಸೂರು ನಗರದ ವಿವಿಧ ವೇದಿಕೆಗಳಲ್ಲಿ ನಡೆಯುವ ಸಂಗೀತ, ನೃತ್ಯ, ನಾಟಕ, ಗಮಕ, ಹರಿಕಥೆ, ಯಕ್ಷಗಾನ, ಜಾನಪದ ವಿವಿಧ ಪ್ರಕಾರದ ನೃತ್ಯಗಳು ಹಾಗೂ ಇನ್ನಿತರ ಕಲಾ ಪ್ರಕಾರಗಳಲ್ಲಿ ಸಾಂಸ್ಕೃತಿಕ ಕಾರ್ಯಕ್ರಮಗಳನ್ನು ನೀಡಲು ಕಲಾವಿದರಿಂದ ಅರ್ಜಿ ಆಹ್ವಾನಿಸಿದೆ. ಅರ್ಜಿ ಸಲ್ಲಿಸಲು ಅವಧಿ ವಿಸ್ತರಿಸಿದ್ದು, ಸೆಪ್ಟೆಂಬರ್ 16 ಕೊನೆಯ ದಿನವಾಗಿರುತ್ತದೆ. ಹೆಚ್ಚಿನ ಮಾಹಿತಿಗಾಗಿ ದೂ.ಸಂ. 0821-2513225ನ್ನು ಸಂಪರ್ಕಿಸಬಹುದು. bbox=[1107, 1088, 1449, 1181]
application-deadline-box bbox=[1107, 1058, 1449, 1216]
traders-headline-line-2: ಹಾಕಿಸಿಕೊಂಡ 125ಕ್ಕೂ ಹೆಚ್ಚು ವರ್ತಕರು bbox=[705, 1692, 1152, 1730]
traders-body-col-2 bbox=[731, 1879, 941, 2143]
registration-dot bbox=[244, 2156, 254, 2166]
labour-story-para: ಮೈಸೂರು, ಸೆ.5(ಪಿಎಂ)- ಕೇಂದ್ರದ ಬಿಜೆಪಿ ಸರ್ಕಾರ ಕಾರ್ಪೊರೇಟ್ ಪರ ನೀತಿ ಅನುಸರಿಸುತ್ತಿದ್ದು, ಕಾರ್ಮಿಕರು ಹಾಗೂ ರೈತರ ವಿರೋಧಿ ನೀತಿ ಅನುಸರಿಸುತ್ತಿದೆ ಎಂದು ಆರೋಪಿಸಿ ಸೆಂಟರ್ ಆಫ್ ಇಂಡಿಯನ್ ಟ್ರೇಡ್ ಯೂನಿಯನ್ (ಸಿಐಟಿಯು) ಹಾಗೂ ಅಖಿಲ ಭಾರತ ಕಿಸಾನ್ ಸಭಾ ಜಂಟಿ ಆಶ್ರಯದಲ್ಲಿ ಗುರುವಾರ ಪ್ರತಿಭಟನೆ ನಡೆಸಲಾಯಿತು. ಮೈಸೂರು ಜಿಲ್ಲಾಧಿಕಾರಿ ಕಚೇರಿ ಎದುರು ಜಮಾವಣೆಗೊಂಡ ಪ್ರತಿಭಟನಾಕಾರರು, ಕೇಂದ್ರ ಸರ್ಕಾರದ ವಿರುದ್ಧ ಘೋಷಣೆ ಕೂಗಿ ಆಕ್ರೋಶ ವ್ಯಕ್ತಪಡಿಸಿದರು. ಸಾರ್ವಜನಿಕ ಉದ್ದಿಮೆಗಳನ್ನು ಖಾಸಗೀಕರಣ ಮಾಡುವ ಮೂಲಕ ಬಂಡವಾಳಶಾಹಿಗಳಿಗೆ ಅನುಕೂಲ ಮಾಡಿಕೊಡಲಾಗುತ್ತಿದೆ. ಕನಿಷ್ಠ ವೇತನ 18,000 ರೂ. ನಿಗದಿಪಡಿಸಬೇಕು. ರೈತರ ಸಾಲ ಮನ್ನಾ ಮಾಡಬೇಕು ಎಂದು ಆಗ್ರಹಿಸಿದರು. ಕೇಂದ್ರ ಮತ್ತು ರಾಜ್ಯ ಸರ್ಕಾರಗಳಲ್ಲಿ ಖಾಲಿ ಇರುವ ಉದ್ಯೋಗಗಳ ನೇಮಕಾತಿ ಕ್ರಮ ವಹಿಸಬೇಕು. ಕಾರ್ಮಿಕ ಕಾನೂನುಗಳಿಗೆ ತಿದ್ದುಪಡಿ ತರುವುದನ್ನು ಕೈಬಿಡಬೇಕು ಎಂದು ಒತ್ತಾಯಿಸಿದರು. ಸಿಐಟಿಯು ಜಿಲ್ಲಾ ಪ್ರಧಾನ ಕಾರ್ಯದರ್ಶಿ ಜಯರಾಂ, ಅಖಿಲ ಭಾರತ ಕಿಸಾನ್ ಸಭಾ ಪ್ರಧಾನ ಕಾರ್ಯದರ್ಶಿ ಜಗದೀಶ್ ಸೂರ್ಯ ಸೇರಿದಂತೆ ಹಲವರು ಪ್ರತಿಭಟನೆಯಲ್ಲಿ ಪಾಲ್ಗೊಂಡಿದ್ದರು. bbox=[559, 1468, 1100, 1608]
somanna-box bbox=[733, 654, 1100, 920]
lead-story-body-col-2 bbox=[733, 926, 1100, 1046]
column-rule bbox=[1306, 1615, 1307, 2147]
section-label: ಮೈಸೂರು ನಗರ bbox=[244, 154, 363, 181]
traders-body-col-1 bbox=[559, 1750, 722, 2143]
traders-quote-box bbox=[731, 1750, 941, 1875]
helpline-body bbox=[1111, 583, 1446, 898]
